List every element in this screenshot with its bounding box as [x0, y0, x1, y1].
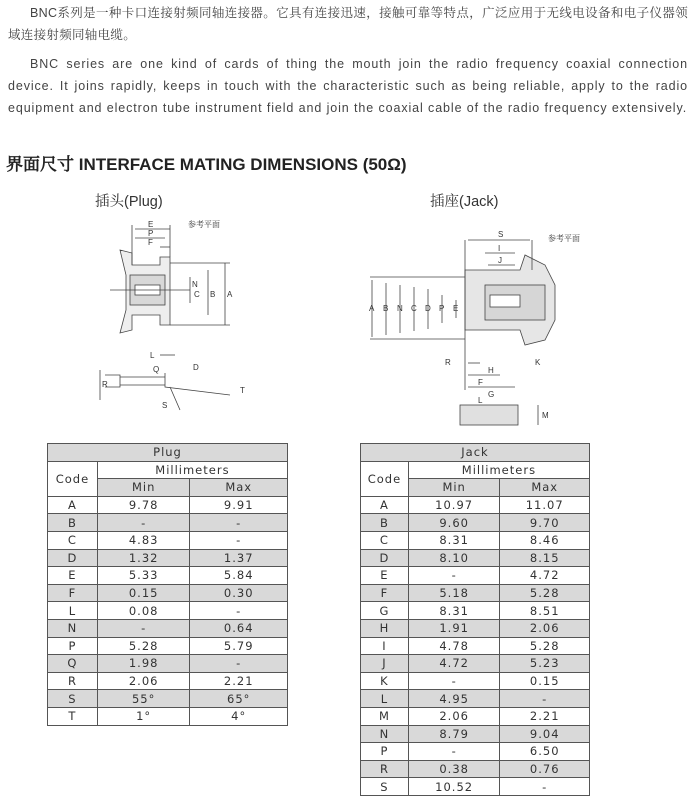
svg-text:H: H [488, 366, 494, 375]
jack-drawing [360, 215, 590, 430]
max-cell: 9.70 [500, 514, 590, 532]
table-row [361, 778, 590, 796]
max-cell: 5.23 [500, 655, 590, 673]
max-cell: 4° [190, 707, 288, 725]
min-cell: 4.83 [97, 531, 190, 549]
code-cell: E [48, 567, 98, 585]
code-cell: E [361, 567, 409, 585]
svg-text:L: L [478, 396, 483, 405]
table-row [48, 619, 288, 637]
min-cell: 1.32 [97, 549, 190, 567]
code-cell: G [361, 602, 409, 620]
svg-text:A: A [227, 290, 233, 299]
table-row [48, 531, 288, 549]
svg-text:M: M [542, 411, 549, 420]
code-cell: Q [48, 655, 98, 673]
svg-text:N: N [192, 280, 198, 289]
svg-text:D: D [425, 304, 431, 313]
code-cell: N [361, 725, 409, 743]
table-row [48, 655, 288, 673]
code-cell: M [361, 707, 409, 725]
table-row [361, 514, 590, 532]
max-cell: 1.37 [190, 549, 288, 567]
code-cell: H [361, 619, 409, 637]
svg-text:参考平面: 参考平面 [548, 234, 580, 243]
svg-text:S: S [498, 230, 504, 239]
code-cell: L [48, 602, 98, 620]
table-row [48, 707, 288, 725]
max-cell: 4.72 [500, 567, 590, 585]
code-cell: P [48, 637, 98, 655]
min-cell: 55° [97, 690, 190, 708]
table-row [361, 619, 590, 637]
table-row [361, 584, 590, 602]
min-cell: 9.60 [408, 514, 500, 532]
max-cell: 2.21 [500, 707, 590, 725]
max-cell: 0.15 [500, 672, 590, 690]
max-cell: - [500, 778, 590, 796]
max-cell: 0.30 [190, 584, 288, 602]
max-cell: - [190, 602, 288, 620]
table-row [48, 584, 288, 602]
table-row [48, 637, 288, 655]
min-cell: 5.18 [408, 584, 500, 602]
code-cell: N [48, 619, 98, 637]
min-cell: 10.52 [408, 778, 500, 796]
code-cell: R [48, 672, 98, 690]
max-cell: 5.84 [190, 567, 288, 585]
max-cell: 0.64 [190, 619, 288, 637]
code-cell: S [361, 778, 409, 796]
min-cell: 8.79 [408, 725, 500, 743]
code-header: Code [361, 461, 409, 496]
svg-text:D: D [193, 363, 199, 372]
max-cell: 5.28 [500, 637, 590, 655]
table-row [361, 567, 590, 585]
code-cell: D [361, 549, 409, 567]
max-cell: 0.76 [500, 760, 590, 778]
code-cell: C [361, 531, 409, 549]
svg-text:E: E [148, 220, 154, 229]
code-cell: P [361, 743, 409, 761]
unit-header: Millimeters [97, 461, 287, 479]
code-cell: F [48, 584, 98, 602]
svg-text:F: F [478, 378, 483, 387]
table-row [361, 672, 590, 690]
max-cell: 9.91 [190, 496, 288, 514]
intro-chinese: BNC系列是一种卡口连接射频同轴连接器。它具有连接迅速，接触可靠等特点，广泛应用于无线电设备和电子仪器领域连接射频同轴电缆。 [8, 6, 688, 42]
table-row [48, 672, 288, 690]
min-cell: 8.31 [408, 531, 500, 549]
max-header: Max [190, 479, 288, 497]
svg-text:E: E [453, 304, 459, 313]
svg-text:参考平面: 参考平面 [188, 220, 220, 229]
min-cell: - [408, 672, 500, 690]
table-row [48, 514, 288, 532]
code-cell: S [48, 690, 98, 708]
min-header: Min [97, 479, 190, 497]
code-cell: C [48, 531, 98, 549]
table-row [361, 496, 590, 514]
table-row [361, 637, 590, 655]
table-row [361, 760, 590, 778]
plug-dimensions-table [47, 443, 288, 726]
svg-text:J: J [498, 256, 502, 265]
table-row [361, 743, 590, 761]
max-cell: 2.21 [190, 672, 288, 690]
table-row [361, 549, 590, 567]
svg-text:N: N [397, 304, 403, 313]
min-cell: 8.31 [408, 602, 500, 620]
min-header: Min [408, 479, 500, 497]
unit-header: Millimeters [408, 461, 589, 479]
min-cell: 2.06 [97, 672, 190, 690]
code-cell: D [48, 549, 98, 567]
max-cell: 6.50 [500, 743, 590, 761]
svg-text:Q: Q [153, 365, 160, 374]
min-cell: 9.78 [97, 496, 190, 514]
min-cell: 0.38 [408, 760, 500, 778]
code-header: Code [48, 461, 98, 496]
min-cell: 1.98 [97, 655, 190, 673]
svg-text:C: C [194, 290, 200, 299]
min-cell: 4.78 [408, 637, 500, 655]
plug-drawing [90, 215, 250, 420]
table-row [361, 707, 590, 725]
min-cell: 8.10 [408, 549, 500, 567]
code-cell: L [361, 690, 409, 708]
code-cell: F [361, 584, 409, 602]
min-cell: 1.91 [408, 619, 500, 637]
code-cell: T [48, 707, 98, 725]
table-row [361, 690, 590, 708]
svg-text:P: P [439, 304, 445, 313]
max-cell: 11.07 [500, 496, 590, 514]
svg-text:G: G [488, 390, 495, 399]
max-cell: 65° [190, 690, 288, 708]
svg-text:L: L [150, 351, 155, 360]
table-row [48, 496, 288, 514]
max-cell: 8.51 [500, 602, 590, 620]
min-cell: 5.33 [97, 567, 190, 585]
code-cell: J [361, 655, 409, 673]
svg-text:P: P [148, 229, 154, 238]
max-cell: - [190, 514, 288, 532]
max-cell: 9.04 [500, 725, 590, 743]
table-row [48, 567, 288, 585]
table-row [48, 690, 288, 708]
svg-text:R: R [102, 380, 108, 389]
code-cell: B [48, 514, 98, 532]
min-cell: 1° [97, 707, 190, 725]
svg-text:S: S [162, 401, 168, 410]
min-cell: - [408, 567, 500, 585]
max-cell: 8.15 [500, 549, 590, 567]
min-cell: - [97, 619, 190, 637]
section-heading: 界面尺寸 INTERFACE MATING DIMENSIONS (50Ω) [6, 155, 407, 174]
plug-title: 插头(Plug) [95, 194, 163, 210]
svg-text:A: A [369, 304, 375, 313]
min-cell: - [97, 514, 190, 532]
jack-dimensions-table [360, 443, 590, 796]
table-row [48, 549, 288, 567]
max-cell: 5.28 [500, 584, 590, 602]
min-cell: 2.06 [408, 707, 500, 725]
max-cell: 2.06 [500, 619, 590, 637]
svg-text:I: I [498, 244, 501, 253]
table-row [48, 602, 288, 620]
max-cell: 5.79 [190, 637, 288, 655]
max-cell: - [190, 531, 288, 549]
svg-text:B: B [210, 290, 216, 299]
max-cell: 8.46 [500, 531, 590, 549]
code-cell: A [361, 496, 409, 514]
min-cell: 5.28 [97, 637, 190, 655]
jack-title: 插座(Jack) [430, 194, 499, 210]
table-row [361, 725, 590, 743]
svg-text:F: F [148, 238, 153, 247]
svg-text:B: B [383, 304, 389, 313]
code-cell: K [361, 672, 409, 690]
max-header: Max [500, 479, 590, 497]
table-title: Jack [361, 444, 590, 462]
min-cell: 0.15 [97, 584, 190, 602]
table-title: Plug [48, 444, 288, 462]
table-row [361, 531, 590, 549]
min-cell: 4.72 [408, 655, 500, 673]
code-cell: I [361, 637, 409, 655]
max-cell: - [500, 690, 590, 708]
min-cell: - [408, 743, 500, 761]
svg-text:T: T [240, 386, 245, 395]
svg-text:R: R [445, 358, 451, 367]
intro-english: BNC series are one kind of cards of thing the mouth join the radio frequency coaxial connection device. It joins rapidly, keeps in touch with the characteristic such as being reliable, apply to the radio equipment and electron tube instrument field and join the coaxial cable of the radio frequency extensively. [8, 57, 688, 115]
table-row [361, 655, 590, 673]
max-cell: - [190, 655, 288, 673]
svg-text:C: C [411, 304, 417, 313]
min-cell: 0.08 [97, 602, 190, 620]
table-row [361, 602, 590, 620]
min-cell: 4.95 [408, 690, 500, 708]
svg-text:K: K [535, 358, 541, 367]
code-cell: B [361, 514, 409, 532]
code-cell: A [48, 496, 98, 514]
min-cell: 10.97 [408, 496, 500, 514]
code-cell: R [361, 760, 409, 778]
